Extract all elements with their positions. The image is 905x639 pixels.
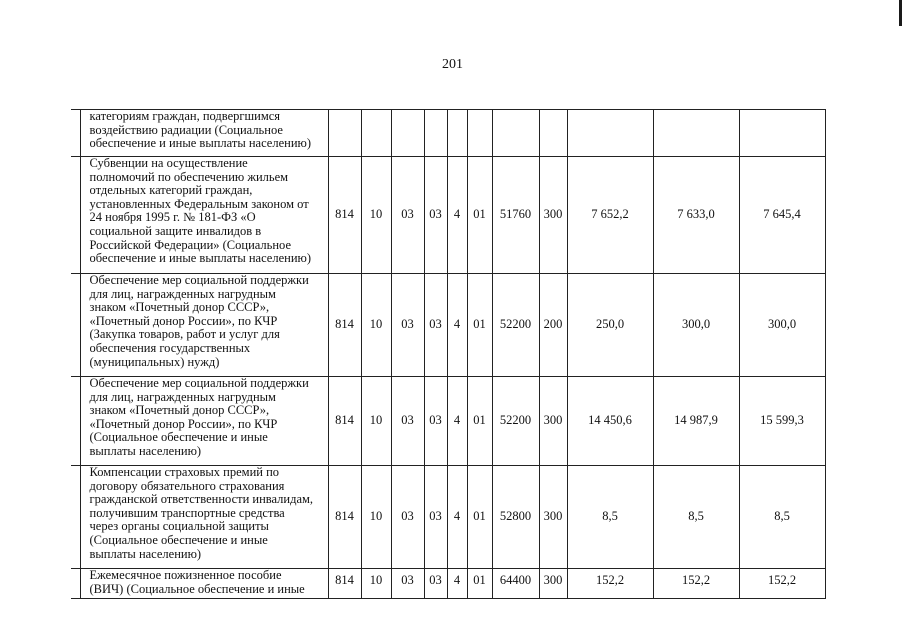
description-line: (Социальное обеспечение и иные [89, 430, 268, 445]
subprogram-code: 4 [447, 377, 467, 466]
expense-type-code: 300 [539, 466, 567, 569]
subprogram-code [447, 110, 467, 157]
amount-year-1: 152,2 [567, 569, 653, 599]
program-code: 03 [424, 466, 447, 569]
row-margin-cell [71, 466, 80, 569]
section-code: 10 [361, 274, 391, 377]
description-line: выплаты населению) [89, 443, 202, 458]
event-code [467, 110, 492, 157]
description-line: категориям граждан, подвергшимся [89, 109, 281, 123]
description-line: социальной защите инвалидов в [89, 223, 262, 238]
description-line: (Социальное обеспечение и иные [89, 532, 268, 547]
program-code: 03 [424, 377, 447, 466]
description-line: гражданской ответственности инвалидам, [89, 492, 314, 507]
expense-type-code: 300 [539, 157, 567, 274]
description-line: (ВИЧ) (Социальное обеспечение и иные [89, 581, 305, 596]
amount-year-1: 7 652,2 [567, 157, 653, 274]
amount-year-3: 7 645,4 [739, 157, 825, 274]
ministry-code: 814 [328, 466, 361, 569]
target-code: 52200 [492, 377, 539, 466]
row-margin-cell [71, 110, 80, 157]
amount-year-1 [567, 110, 653, 157]
program-code: 03 [424, 274, 447, 377]
amount-year-3: 15 599,3 [739, 377, 825, 466]
description-line: обеспечение и иные выплаты населению) [89, 136, 312, 151]
table-row [71, 110, 825, 157]
program-code: 03 [424, 569, 447, 599]
table-row [71, 274, 825, 377]
amount-year-3: 8,5 [739, 466, 825, 569]
scan-edge-mark [899, 0, 902, 26]
subprogram-code: 4 [447, 569, 467, 599]
ministry-code: 814 [328, 569, 361, 599]
subprogram-code: 4 [447, 274, 467, 377]
event-code: 01 [467, 157, 492, 274]
amount-year-2: 152,2 [653, 569, 739, 599]
description-line: полномочий по обеспечению жильем [89, 169, 289, 184]
subsection-code: 03 [391, 466, 424, 569]
row-margin-cell [71, 157, 80, 274]
target-code: 52200 [492, 274, 539, 377]
description-line: отдельных категорий граждан, [89, 183, 253, 198]
section-code: 10 [361, 466, 391, 569]
amount-year-3: 152,2 [739, 569, 825, 599]
table-row [71, 466, 825, 569]
description-line: обеспечения государственных [89, 340, 251, 355]
amount-year-2 [653, 110, 739, 157]
subsection-code: 03 [391, 377, 424, 466]
row-margin-cell [71, 569, 80, 599]
expense-type-code: 300 [539, 377, 567, 466]
event-code: 01 [467, 377, 492, 466]
amount-year-1: 250,0 [567, 274, 653, 377]
target-code [492, 110, 539, 157]
description-line: «Почетный донор России», по КЧР [89, 313, 278, 328]
description-line: установленных Федеральным законом от [89, 196, 309, 211]
expense-type-code [539, 110, 567, 157]
expense-description [80, 466, 328, 569]
expense-type-code: 200 [539, 274, 567, 377]
description-line: Обеспечение мер социальной поддержки [89, 376, 309, 390]
section-code: 10 [361, 157, 391, 274]
expense-description [80, 110, 328, 157]
subprogram-code: 4 [447, 157, 467, 274]
page-number: 201 [442, 57, 463, 72]
budget-table [71, 109, 826, 599]
expense-description [80, 377, 328, 466]
section-code: 10 [361, 377, 391, 466]
description-line: (Закупка товаров, работ и услуг для [89, 327, 280, 342]
description-line: для лиц, награжденных нагрудным [89, 389, 276, 404]
description-line: договору обязательного страхования [89, 478, 285, 493]
description-line: Компенсации страховых премий по [89, 465, 280, 479]
subsection-code: 03 [391, 274, 424, 377]
description-line: через органы социальной защиты [89, 519, 269, 534]
target-code: 51760 [492, 157, 539, 274]
event-code: 01 [467, 274, 492, 377]
subsection-code: 03 [391, 569, 424, 599]
target-code: 52800 [492, 466, 539, 569]
description-line: (муниципальных) нужд) [89, 354, 220, 369]
description-line: получившим транспортные средства [89, 505, 285, 520]
amount-year-2: 300,0 [653, 274, 739, 377]
description-line: знаком «Почетный донор СССР», [89, 403, 270, 418]
amount-year-3: 300,0 [739, 274, 825, 377]
subsection-code [391, 110, 424, 157]
expense-description [80, 157, 328, 274]
description-line: Субвенции на осуществление [89, 156, 248, 170]
program-code: 03 [424, 157, 447, 274]
amount-year-1: 14 450,6 [567, 377, 653, 466]
amount-year-1: 8,5 [567, 466, 653, 569]
description-line: 24 ноября 1995 г. № 181-ФЗ «О [89, 210, 256, 225]
target-code: 64400 [492, 569, 539, 599]
amount-year-2: 7 633,0 [653, 157, 739, 274]
description-line: «Почетный донор России», по КЧР [89, 416, 278, 431]
description-line: выплаты населению) [89, 546, 202, 561]
section-code [361, 110, 391, 157]
table-row [71, 157, 825, 274]
description-line: Российской Федерации» (Социальное [89, 237, 292, 252]
amount-year-2: 8,5 [653, 466, 739, 569]
ministry-code: 814 [328, 274, 361, 377]
row-margin-cell [71, 377, 80, 466]
table-row [71, 377, 825, 466]
expense-description [80, 274, 328, 377]
description-line: воздействию радиации (Социальное [89, 122, 283, 137]
description-line: Ежемесячное пожизненное пособие [89, 568, 282, 582]
description-line: для лиц, награжденных нагрудным [89, 286, 276, 301]
subsection-code: 03 [391, 157, 424, 274]
expense-description [80, 569, 328, 599]
expense-type-code: 300 [539, 569, 567, 599]
section-code: 10 [361, 569, 391, 599]
program-code [424, 110, 447, 157]
description-line: знаком «Почетный донор СССР», [89, 300, 270, 315]
event-code: 01 [467, 569, 492, 599]
row-margin-cell [71, 274, 80, 377]
ministry-code [328, 110, 361, 157]
amount-year-2: 14 987,9 [653, 377, 739, 466]
ministry-code: 814 [328, 157, 361, 274]
event-code: 01 [467, 466, 492, 569]
ministry-code: 814 [328, 377, 361, 466]
description-line: обеспечение и иные выплаты населению) [89, 251, 312, 266]
amount-year-3 [739, 110, 825, 157]
subprogram-code: 4 [447, 466, 467, 569]
description-line: Обеспечение мер социальной поддержки [89, 273, 309, 287]
table-row [71, 569, 825, 599]
